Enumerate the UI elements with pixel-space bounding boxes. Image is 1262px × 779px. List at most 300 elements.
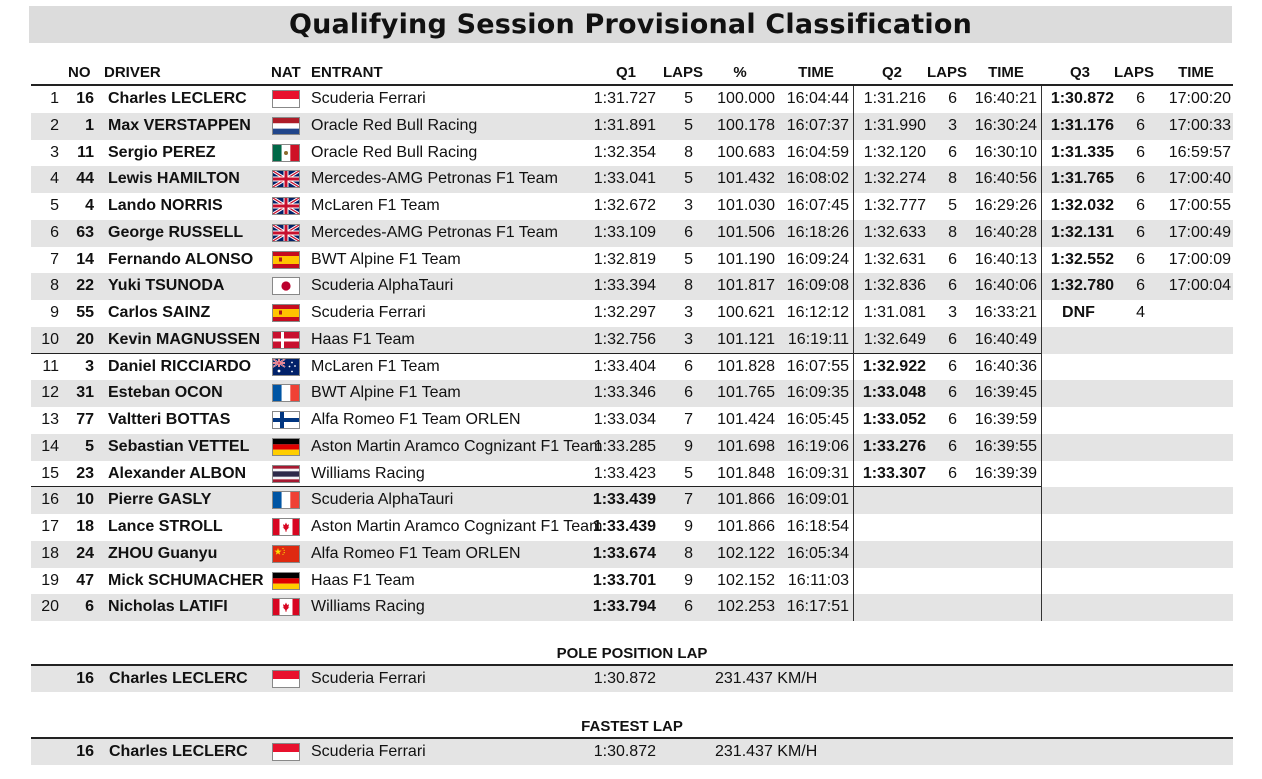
entrant: Haas F1 Team <box>311 330 415 348</box>
q1-time: 1:33.794 <box>592 598 656 616</box>
china-flag <box>272 545 300 563</box>
q1-laps: 9 <box>684 571 693 589</box>
q2-laps: 6 <box>948 411 957 428</box>
q1-time: 1:33.109 <box>593 223 656 241</box>
q2-clock: 16:30:10 <box>974 143 1037 161</box>
car-number: 47 <box>76 571 94 589</box>
pos: 13 <box>41 411 59 428</box>
q3-time <box>1043 541 1114 568</box>
q1-time: 1:33.285 <box>593 437 656 455</box>
q2-laps: 6 <box>948 330 957 348</box>
q3-clock: 17:00:09 <box>1168 250 1231 268</box>
uk-flag <box>272 197 300 215</box>
table-row <box>31 568 1233 595</box>
table-row <box>31 300 1233 327</box>
pole-row <box>31 666 1233 692</box>
header-laps1: LAPS <box>662 64 703 81</box>
table-row <box>31 541 1233 568</box>
q1-laps: 9 <box>684 518 693 535</box>
pole-entrant: Scuderia Ferrari <box>311 670 426 687</box>
q1-time: 1:33.439 <box>592 518 656 535</box>
monaco-flag <box>272 90 300 108</box>
q2-clock: 16:39:39 <box>974 464 1037 482</box>
car-number: 31 <box>76 384 94 402</box>
q2-time: 1:31.216 <box>863 90 926 107</box>
car-number: 5 <box>85 437 94 455</box>
driver-name: George RUSSELL <box>108 223 244 241</box>
car-number: 24 <box>76 544 94 562</box>
q2-time: 1:32.274 <box>863 170 926 188</box>
q3-time <box>1043 407 1114 434</box>
france-flag <box>272 384 300 402</box>
q3-laps <box>1128 514 1145 541</box>
q2-laps: 6 <box>948 143 957 161</box>
driver-name: Pierre GASLY <box>108 491 212 509</box>
q1-clock: 16:05:45 <box>786 411 849 428</box>
q2-time: 1:32.922 <box>862 357 926 375</box>
q1-laps: 5 <box>684 170 693 188</box>
q3-time <box>1043 380 1114 407</box>
spain-flag <box>272 251 300 269</box>
q2-laps <box>940 568 957 595</box>
table-row <box>31 487 1233 514</box>
q2-clock: 16:40:56 <box>974 170 1037 188</box>
column-divider <box>1041 86 1042 621</box>
fastest-speed: 231.437 KM/H <box>715 743 818 760</box>
q1-time: 1:31.891 <box>593 116 656 134</box>
header-laps2: LAPS <box>926 64 967 81</box>
q2-time <box>855 514 926 541</box>
q1-clock: 16:11:03 <box>787 571 849 589</box>
q2-laps: 3 <box>948 116 957 134</box>
spain-flag <box>272 304 300 322</box>
gap-percent: 101.432 <box>717 170 775 188</box>
cutoff-line <box>31 486 1041 487</box>
entrant: BWT Alpine F1 Team <box>311 384 461 402</box>
q2-clock: 16:29:26 <box>974 197 1037 214</box>
fastest-title: FASTEST LAP <box>581 718 683 735</box>
q3-clock <box>1161 407 1231 434</box>
car-number: 22 <box>76 277 94 295</box>
q2-time: 1:31.990 <box>863 116 926 134</box>
table-row <box>31 327 1233 354</box>
header-pct: % <box>733 64 747 81</box>
entrant: Scuderia Ferrari <box>311 304 426 321</box>
q3-clock <box>1161 434 1231 461</box>
driver-name: Charles LECLERC <box>108 90 247 107</box>
q2-time: 1:32.777 <box>863 197 926 214</box>
q1-laps: 6 <box>684 223 693 241</box>
gap-percent: 102.152 <box>717 571 775 589</box>
q1-clock: 16:07:55 <box>786 357 849 375</box>
header-laps3: LAPS <box>1113 64 1154 81</box>
q3-laps: 6 <box>1136 143 1145 161</box>
fastest-no: 16 <box>76 743 94 760</box>
table-row <box>31 407 1233 434</box>
q1-laps: 3 <box>684 304 693 321</box>
header-nat: NAT <box>271 64 301 81</box>
pos: 17 <box>41 518 59 535</box>
driver-name: Fernando ALONSO <box>108 250 254 268</box>
q1-clock: 16:19:11 <box>787 330 849 348</box>
q3-laps <box>1128 434 1145 461</box>
driver-name: ZHOU Guanyu <box>108 544 218 562</box>
q3-laps <box>1128 354 1145 381</box>
q3-laps <box>1128 541 1145 568</box>
driver-name: Yuki TSUNODA <box>108 277 225 295</box>
q2-clock: 16:40:06 <box>974 277 1037 295</box>
q1-time: 1:33.701 <box>592 571 656 589</box>
header-no: NO <box>68 64 91 81</box>
table-row <box>31 461 1233 488</box>
q2-laps <box>940 541 957 568</box>
q1-clock: 16:09:31 <box>786 464 849 482</box>
q1-laps: 5 <box>684 90 693 107</box>
pole-speed: 231.437 KM/H <box>715 670 818 687</box>
q1-time: 1:32.756 <box>593 330 656 348</box>
q3-time: DNF <box>1062 304 1095 321</box>
q1-time: 1:32.354 <box>593 143 656 161</box>
pos: 6 <box>50 223 59 241</box>
header-q3: Q3 <box>1069 64 1090 81</box>
gap-percent: 101.698 <box>717 437 775 455</box>
monaco-flag <box>272 670 300 688</box>
q1-laps: 6 <box>684 357 693 375</box>
q1-clock: 16:09:24 <box>786 250 849 268</box>
pos: 14 <box>41 437 59 455</box>
q2-clock <box>969 487 1037 514</box>
pos: 12 <box>41 384 59 402</box>
driver-name: Lewis HAMILTON <box>108 170 240 188</box>
q1-time: 1:33.041 <box>593 170 656 188</box>
entrant: Mercedes-AMG Petronas F1 Team <box>311 223 558 241</box>
q1-laps: 6 <box>684 384 693 402</box>
q1-time: 1:31.727 <box>593 90 656 107</box>
q3-clock: 17:00:40 <box>1168 170 1231 188</box>
q2-laps: 6 <box>948 250 957 268</box>
driver-name: Esteban OCON <box>108 384 223 402</box>
q3-time: 1:31.335 <box>1050 143 1114 161</box>
header-time2: TIME <box>988 64 1024 81</box>
q3-clock: 16:59:57 <box>1168 143 1231 161</box>
q1-time: 1:33.423 <box>593 464 656 482</box>
q2-time: 1:32.631 <box>863 250 926 268</box>
q3-clock <box>1161 594 1231 621</box>
monaco-flag <box>272 743 300 761</box>
pole-time: 1:30.872 <box>593 670 656 687</box>
driver-name: Valtteri BOTTAS <box>108 411 231 428</box>
q2-time: 1:31.081 <box>863 304 926 321</box>
driver-name: Max VERSTAPPEN <box>108 116 251 134</box>
q2-clock: 16:40:36 <box>974 357 1037 375</box>
q3-laps <box>1128 568 1145 595</box>
pole-driver: Charles LECLERC <box>109 670 248 687</box>
page-title: Qualifying Session Provisional Classification <box>288 9 973 40</box>
q1-time: 1:33.404 <box>593 357 656 375</box>
q3-clock <box>1161 461 1231 488</box>
q3-time <box>1043 594 1114 621</box>
q3-clock <box>1161 354 1231 381</box>
q2-clock: 16:39:59 <box>974 411 1037 428</box>
q1-laps: 9 <box>684 437 693 455</box>
entrant: Scuderia Ferrari <box>311 90 426 107</box>
gap-percent: 101.817 <box>717 277 775 295</box>
japan-flag <box>272 277 300 295</box>
q2-clock: 16:33:21 <box>974 304 1037 321</box>
gap-percent: 101.506 <box>717 223 775 241</box>
q3-clock <box>1161 487 1231 514</box>
car-number: 10 <box>76 491 94 509</box>
table-row <box>31 166 1233 193</box>
pos: 9 <box>50 304 59 321</box>
table-row <box>31 594 1233 621</box>
gap-percent: 101.424 <box>717 411 775 428</box>
entrant: Aston Martin Aramco Cognizant F1 Team <box>311 518 603 535</box>
gap-percent: 100.683 <box>717 143 775 161</box>
gap-percent: 100.178 <box>717 116 775 134</box>
germany-flag <box>272 438 300 456</box>
q3-time: 1:31.176 <box>1050 116 1114 134</box>
thailand-flag <box>272 465 300 483</box>
column-divider <box>853 86 854 487</box>
gap-percent: 101.866 <box>717 491 775 509</box>
q2-laps: 5 <box>948 197 957 214</box>
entrant: Williams Racing <box>311 598 425 616</box>
q1-laps: 5 <box>684 116 693 134</box>
q3-time <box>1043 514 1114 541</box>
q2-time: 1:32.633 <box>863 223 926 241</box>
q3-laps <box>1128 327 1145 354</box>
q2-clock <box>969 568 1037 595</box>
gap-percent: 100.621 <box>717 304 775 321</box>
q3-laps: 6 <box>1136 116 1145 134</box>
q2-laps: 6 <box>948 357 957 375</box>
pos: 4 <box>50 170 59 188</box>
france-flag <box>272 491 300 509</box>
table-row <box>31 86 1233 113</box>
table-row <box>31 380 1233 407</box>
q1-clock: 16:09:08 <box>786 277 849 295</box>
q3-time: 1:30.872 <box>1050 90 1114 107</box>
fastest-row <box>31 739 1233 765</box>
pole-no: 16 <box>76 670 94 687</box>
table-row <box>31 113 1233 140</box>
column-divider <box>853 487 854 621</box>
q1-clock: 16:07:37 <box>786 116 849 134</box>
q3-laps: 6 <box>1136 197 1145 214</box>
header-time1: TIME <box>798 64 834 81</box>
driver-name: Carlos SAINZ <box>108 304 211 321</box>
header-driver: DRIVER <box>104 64 161 81</box>
pos: 2 <box>50 116 59 134</box>
q1-clock: 16:18:54 <box>786 518 849 535</box>
car-number: 4 <box>85 197 94 214</box>
germany-flag <box>272 572 300 590</box>
gap-percent: 101.190 <box>717 250 775 268</box>
table-row <box>31 354 1233 381</box>
q3-laps <box>1128 487 1145 514</box>
fastest-entrant: Scuderia Ferrari <box>311 743 426 760</box>
q1-clock: 16:19:06 <box>786 437 849 455</box>
q1-laps: 6 <box>684 598 693 616</box>
pos: 18 <box>41 544 59 562</box>
q1-clock: 16:09:01 <box>786 491 849 509</box>
gap-percent: 101.121 <box>717 330 775 348</box>
table-row <box>31 220 1233 247</box>
q1-clock: 16:04:44 <box>786 90 849 107</box>
q3-clock <box>1161 568 1231 595</box>
q2-time: 1:33.276 <box>862 437 926 455</box>
q2-time <box>855 541 926 568</box>
q3-clock <box>1161 380 1231 407</box>
q3-time: 1:32.131 <box>1050 223 1114 241</box>
q3-clock <box>1161 541 1231 568</box>
q1-clock: 16:17:51 <box>786 598 849 616</box>
q3-clock: 17:00:49 <box>1168 223 1231 241</box>
q1-time: 1:33.439 <box>592 491 656 509</box>
q3-laps <box>1128 594 1145 621</box>
q1-laps: 8 <box>684 277 693 295</box>
q3-time <box>1043 461 1114 488</box>
pos: 15 <box>41 464 59 482</box>
q1-clock: 16:09:35 <box>786 384 849 402</box>
q3-clock: 17:00:33 <box>1168 116 1231 134</box>
q3-time: 1:32.780 <box>1050 277 1114 295</box>
q2-laps: 8 <box>948 223 957 241</box>
q2-laps <box>940 594 957 621</box>
canada-flag <box>272 598 300 616</box>
q1-laps: 3 <box>684 197 693 214</box>
gap-percent: 101.030 <box>717 197 775 214</box>
q3-time: 1:32.032 <box>1050 197 1114 214</box>
gap-percent: 101.848 <box>717 464 775 482</box>
q2-time <box>855 568 926 595</box>
driver-name: Nicholas LATIFI <box>108 598 228 616</box>
q2-laps: 6 <box>948 90 957 107</box>
driver-name: Daniel RICCIARDO <box>108 357 252 375</box>
q3-clock: 17:00:55 <box>1168 197 1231 214</box>
pos: 10 <box>41 330 59 348</box>
q2-laps: 6 <box>948 464 957 482</box>
uk-flag <box>272 224 300 242</box>
pos: 5 <box>50 197 59 214</box>
q1-laps: 8 <box>684 143 693 161</box>
q2-laps: 8 <box>948 170 957 188</box>
q2-laps: 6 <box>948 277 957 295</box>
q1-time: 1:33.346 <box>593 384 656 402</box>
q2-laps: 3 <box>948 304 957 321</box>
car-number: 3 <box>85 357 94 375</box>
q1-clock: 16:08:02 <box>786 170 849 188</box>
finland-flag <box>272 411 300 429</box>
q3-clock <box>1161 327 1231 354</box>
uk-flag <box>272 170 300 188</box>
entrant: BWT Alpine F1 Team <box>311 250 461 268</box>
q2-laps <box>940 514 957 541</box>
car-number: 77 <box>76 411 94 428</box>
entrant: Mercedes-AMG Petronas F1 Team <box>311 170 558 188</box>
fastest-driver: Charles LECLERC <box>109 743 248 760</box>
q1-clock: 16:07:45 <box>786 197 849 214</box>
car-number: 18 <box>76 518 94 535</box>
q2-time <box>855 487 926 514</box>
q2-laps: 6 <box>948 437 957 455</box>
netherlands-flag <box>272 117 300 135</box>
q2-time <box>855 594 926 621</box>
q3-clock: 17:00:04 <box>1168 277 1231 295</box>
q1-laps: 8 <box>684 544 693 562</box>
driver-name: Mick SCHUMACHER <box>108 571 264 589</box>
q1-time: 1:32.819 <box>593 250 656 268</box>
entrant: Williams Racing <box>311 464 425 482</box>
car-number: 44 <box>76 170 94 188</box>
q1-laps: 5 <box>684 250 693 268</box>
q1-time: 1:32.297 <box>593 304 656 321</box>
q2-clock: 16:40:28 <box>974 223 1037 241</box>
q3-time <box>1043 354 1114 381</box>
entrant: Oracle Red Bull Racing <box>311 116 478 134</box>
driver-name: Lance STROLL <box>108 518 223 535</box>
q1-clock: 16:12:12 <box>786 304 849 321</box>
pos: 7 <box>50 250 59 268</box>
q3-laps <box>1128 461 1145 488</box>
table-row <box>31 273 1233 300</box>
q2-clock: 16:40:21 <box>974 90 1037 107</box>
header-q1: Q1 <box>615 64 636 81</box>
entrant: Oracle Red Bull Racing <box>311 143 478 161</box>
car-number: 20 <box>76 330 94 348</box>
q3-laps: 6 <box>1136 90 1145 107</box>
q3-time <box>1043 568 1114 595</box>
entrant: Haas F1 Team <box>311 571 415 589</box>
q2-clock <box>969 514 1037 541</box>
q3-laps: 4 <box>1136 304 1145 321</box>
pole-title: POLE POSITION LAP <box>556 645 708 662</box>
table-row <box>31 434 1233 461</box>
canada-flag <box>272 518 300 536</box>
entrant: Alfa Romeo F1 Team ORLEN <box>311 411 521 428</box>
q2-clock: 16:39:55 <box>974 437 1037 455</box>
q2-time: 1:32.836 <box>863 277 926 295</box>
entrant: McLaren F1 Team <box>311 357 440 375</box>
pos: 8 <box>50 277 59 295</box>
fastest-time: 1:30.872 <box>593 743 656 760</box>
q3-time <box>1043 327 1114 354</box>
q1-clock: 16:04:59 <box>786 143 849 161</box>
q2-laps <box>940 487 957 514</box>
q2-time: 1:33.052 <box>862 411 926 428</box>
q2-time: 1:32.649 <box>863 330 926 348</box>
entrant: Scuderia AlphaTauri <box>311 491 454 509</box>
car-number: 1 <box>85 116 94 134</box>
entrant: Alfa Romeo F1 Team ORLEN <box>311 544 521 562</box>
car-number: 14 <box>76 250 94 268</box>
title-bar <box>29 6 1232 43</box>
car-number: 16 <box>76 90 94 107</box>
driver-name: Alexander ALBON <box>108 464 247 482</box>
q2-time: 1:33.048 <box>862 384 926 402</box>
driver-name: Kevin MAGNUSSEN <box>108 330 261 348</box>
q1-laps: 7 <box>684 411 693 428</box>
q2-clock <box>969 541 1037 568</box>
q2-clock: 16:40:49 <box>974 330 1037 348</box>
header-time3: TIME <box>1178 64 1214 81</box>
pos: 11 <box>42 357 59 375</box>
car-number: 55 <box>76 304 94 321</box>
entrant: McLaren F1 Team <box>311 197 440 214</box>
entrant: Aston Martin Aramco Cognizant F1 Team <box>311 437 603 455</box>
table-row <box>31 247 1233 274</box>
